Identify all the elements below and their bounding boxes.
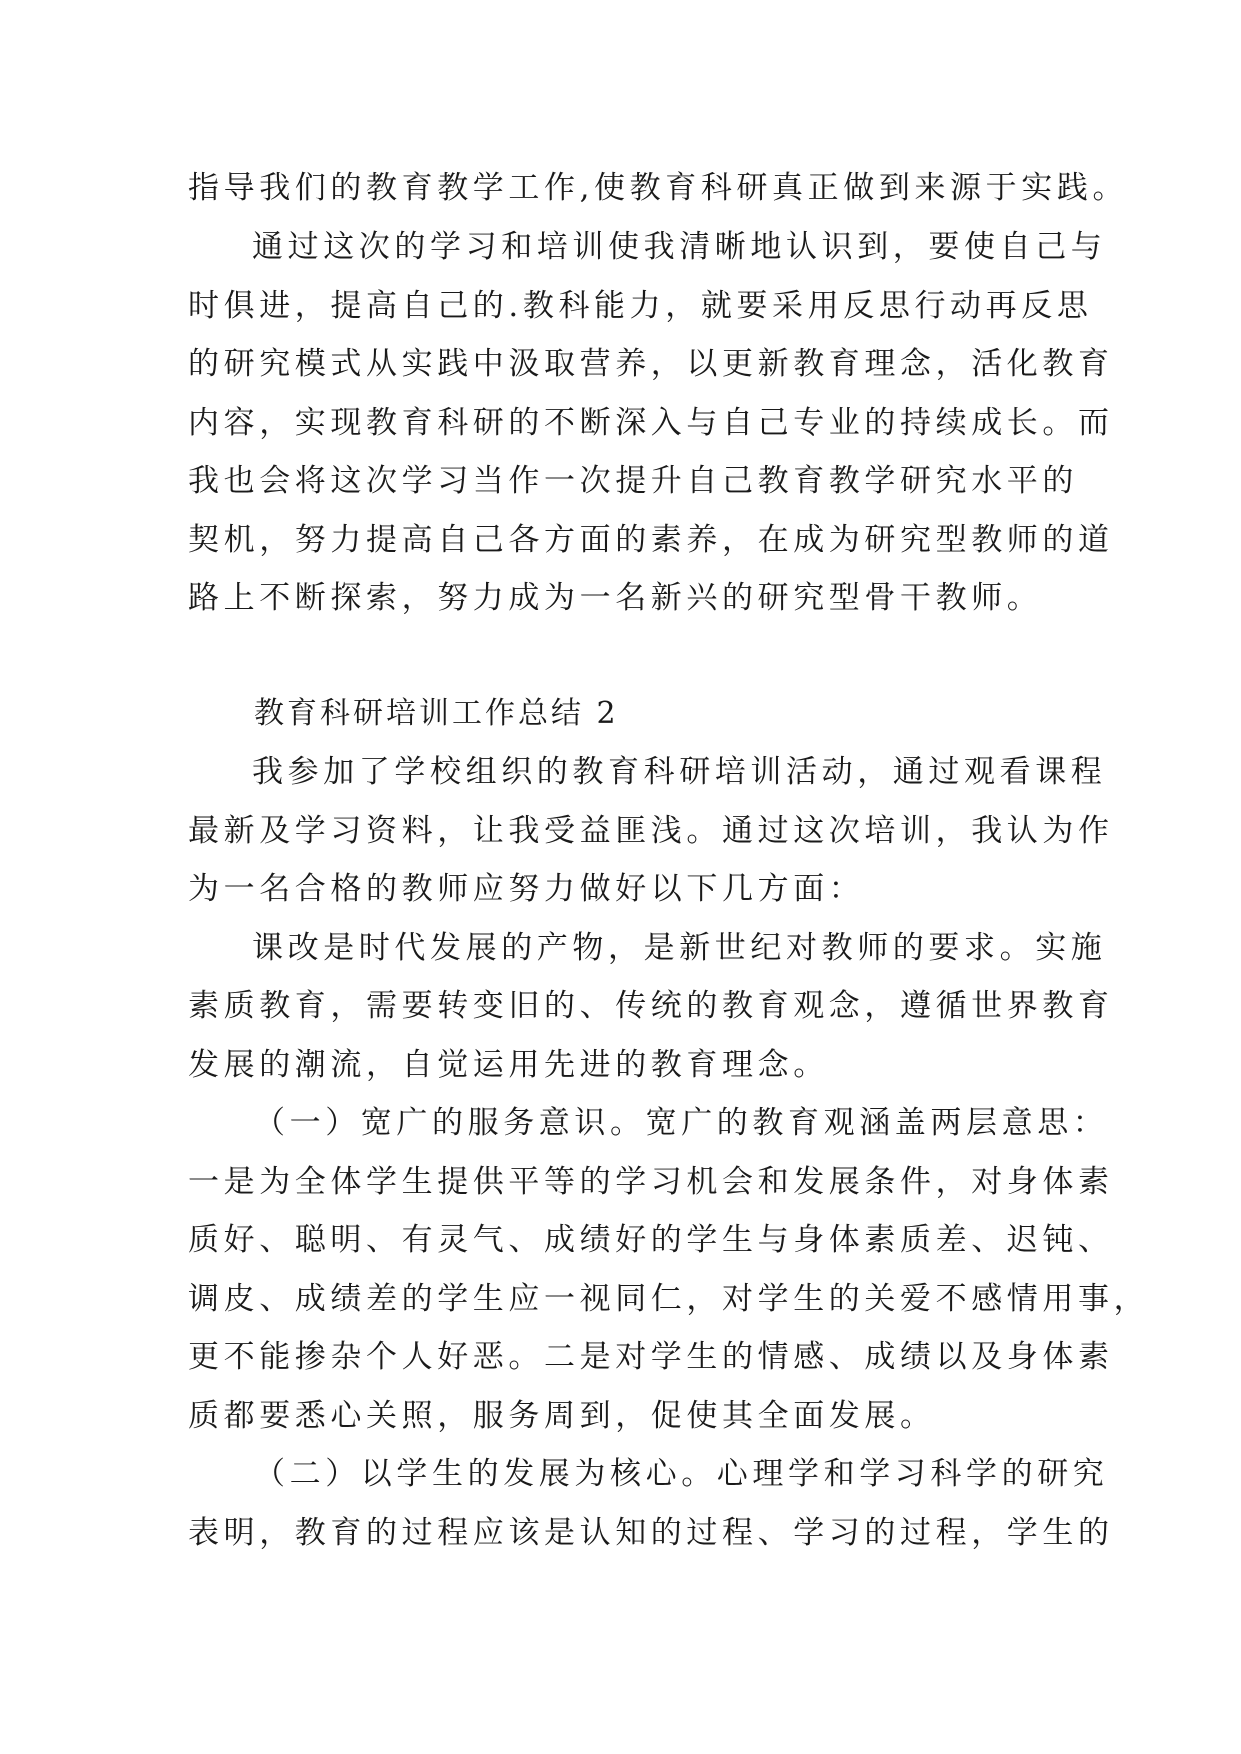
text-line: 契机，努力提高自己各方面的素养，在成为研究型教师的道 [188, 522, 1114, 558]
text-line: 内容，实现教育科研的不断深入与自己专业的持续成长。而 [188, 405, 1114, 441]
paragraph-start-line: 我参加了学校组织的教育科研培训活动，通过观看课程 [252, 754, 1107, 790]
text-line: 质好、聪明、有灵气、成绩好的学生与身体素质差、迟钝、 [188, 1222, 1114, 1258]
text-line: 指导我们的教育教学工作,使教育科研真正做到来源于实践。 [188, 170, 1129, 206]
paragraph-start-line: 通过这次的学习和培训使我清晰地认识到，要使自己与 [252, 229, 1107, 265]
paragraph-start-line: （二）以学生的发展为核心。心理学和学习科学的研究 [254, 1456, 1109, 1492]
text-line: 更不能掺杂个人好恶。二是对学生的情感、成绩以及身体素 [188, 1339, 1114, 1375]
text-line: 最新及学习资料，让我受益匪浅。通过这次培训，我认为作 [188, 813, 1114, 849]
text-line: 我也会将这次学习当作一次提升自己教育教学研究水平的 [188, 463, 1078, 499]
text-line: 发展的潮流，自觉运用先进的教育理念。 [188, 1047, 829, 1083]
section-title: 教育科研培训工作总结 2 [254, 696, 619, 731]
paragraph-start-line: （一）宽广的服务意识。宽广的教育观涵盖两层意思： [254, 1105, 1109, 1141]
text-line: 调皮、成绩差的学生应一视同仁，对学生的关爱不感情用事， [188, 1281, 1150, 1317]
text-line: 路上不断探索，努力成为一名新兴的研究型骨干教师。 [188, 580, 1043, 616]
text-line: 的研究模式从实践中汲取营养，以更新教育理念，活化教育 [188, 346, 1114, 382]
text-line: 素质教育，需要转变旧的、传统的教育观念，遵循世界教育 [188, 988, 1114, 1024]
text-line: 一是为全体学生提供平等的学习机会和发展条件，对身体素 [188, 1164, 1114, 1200]
paragraph-start-line: 课改是时代发展的产物，是新世纪对教师的要求。实施 [252, 930, 1107, 966]
text-line: 时俱进，提高自己的.教科能力，就要采用反思行动再反思 [188, 288, 1093, 324]
text-line: 质都要悉心关照，服务周到，促使其全面发展。 [188, 1398, 936, 1434]
text-line: 表明，教育的过程应该是认知的过程、学习的过程，学生的 [188, 1515, 1114, 1551]
text-line: 为一名合格的教师应努力做好以下几方面： [188, 871, 865, 907]
